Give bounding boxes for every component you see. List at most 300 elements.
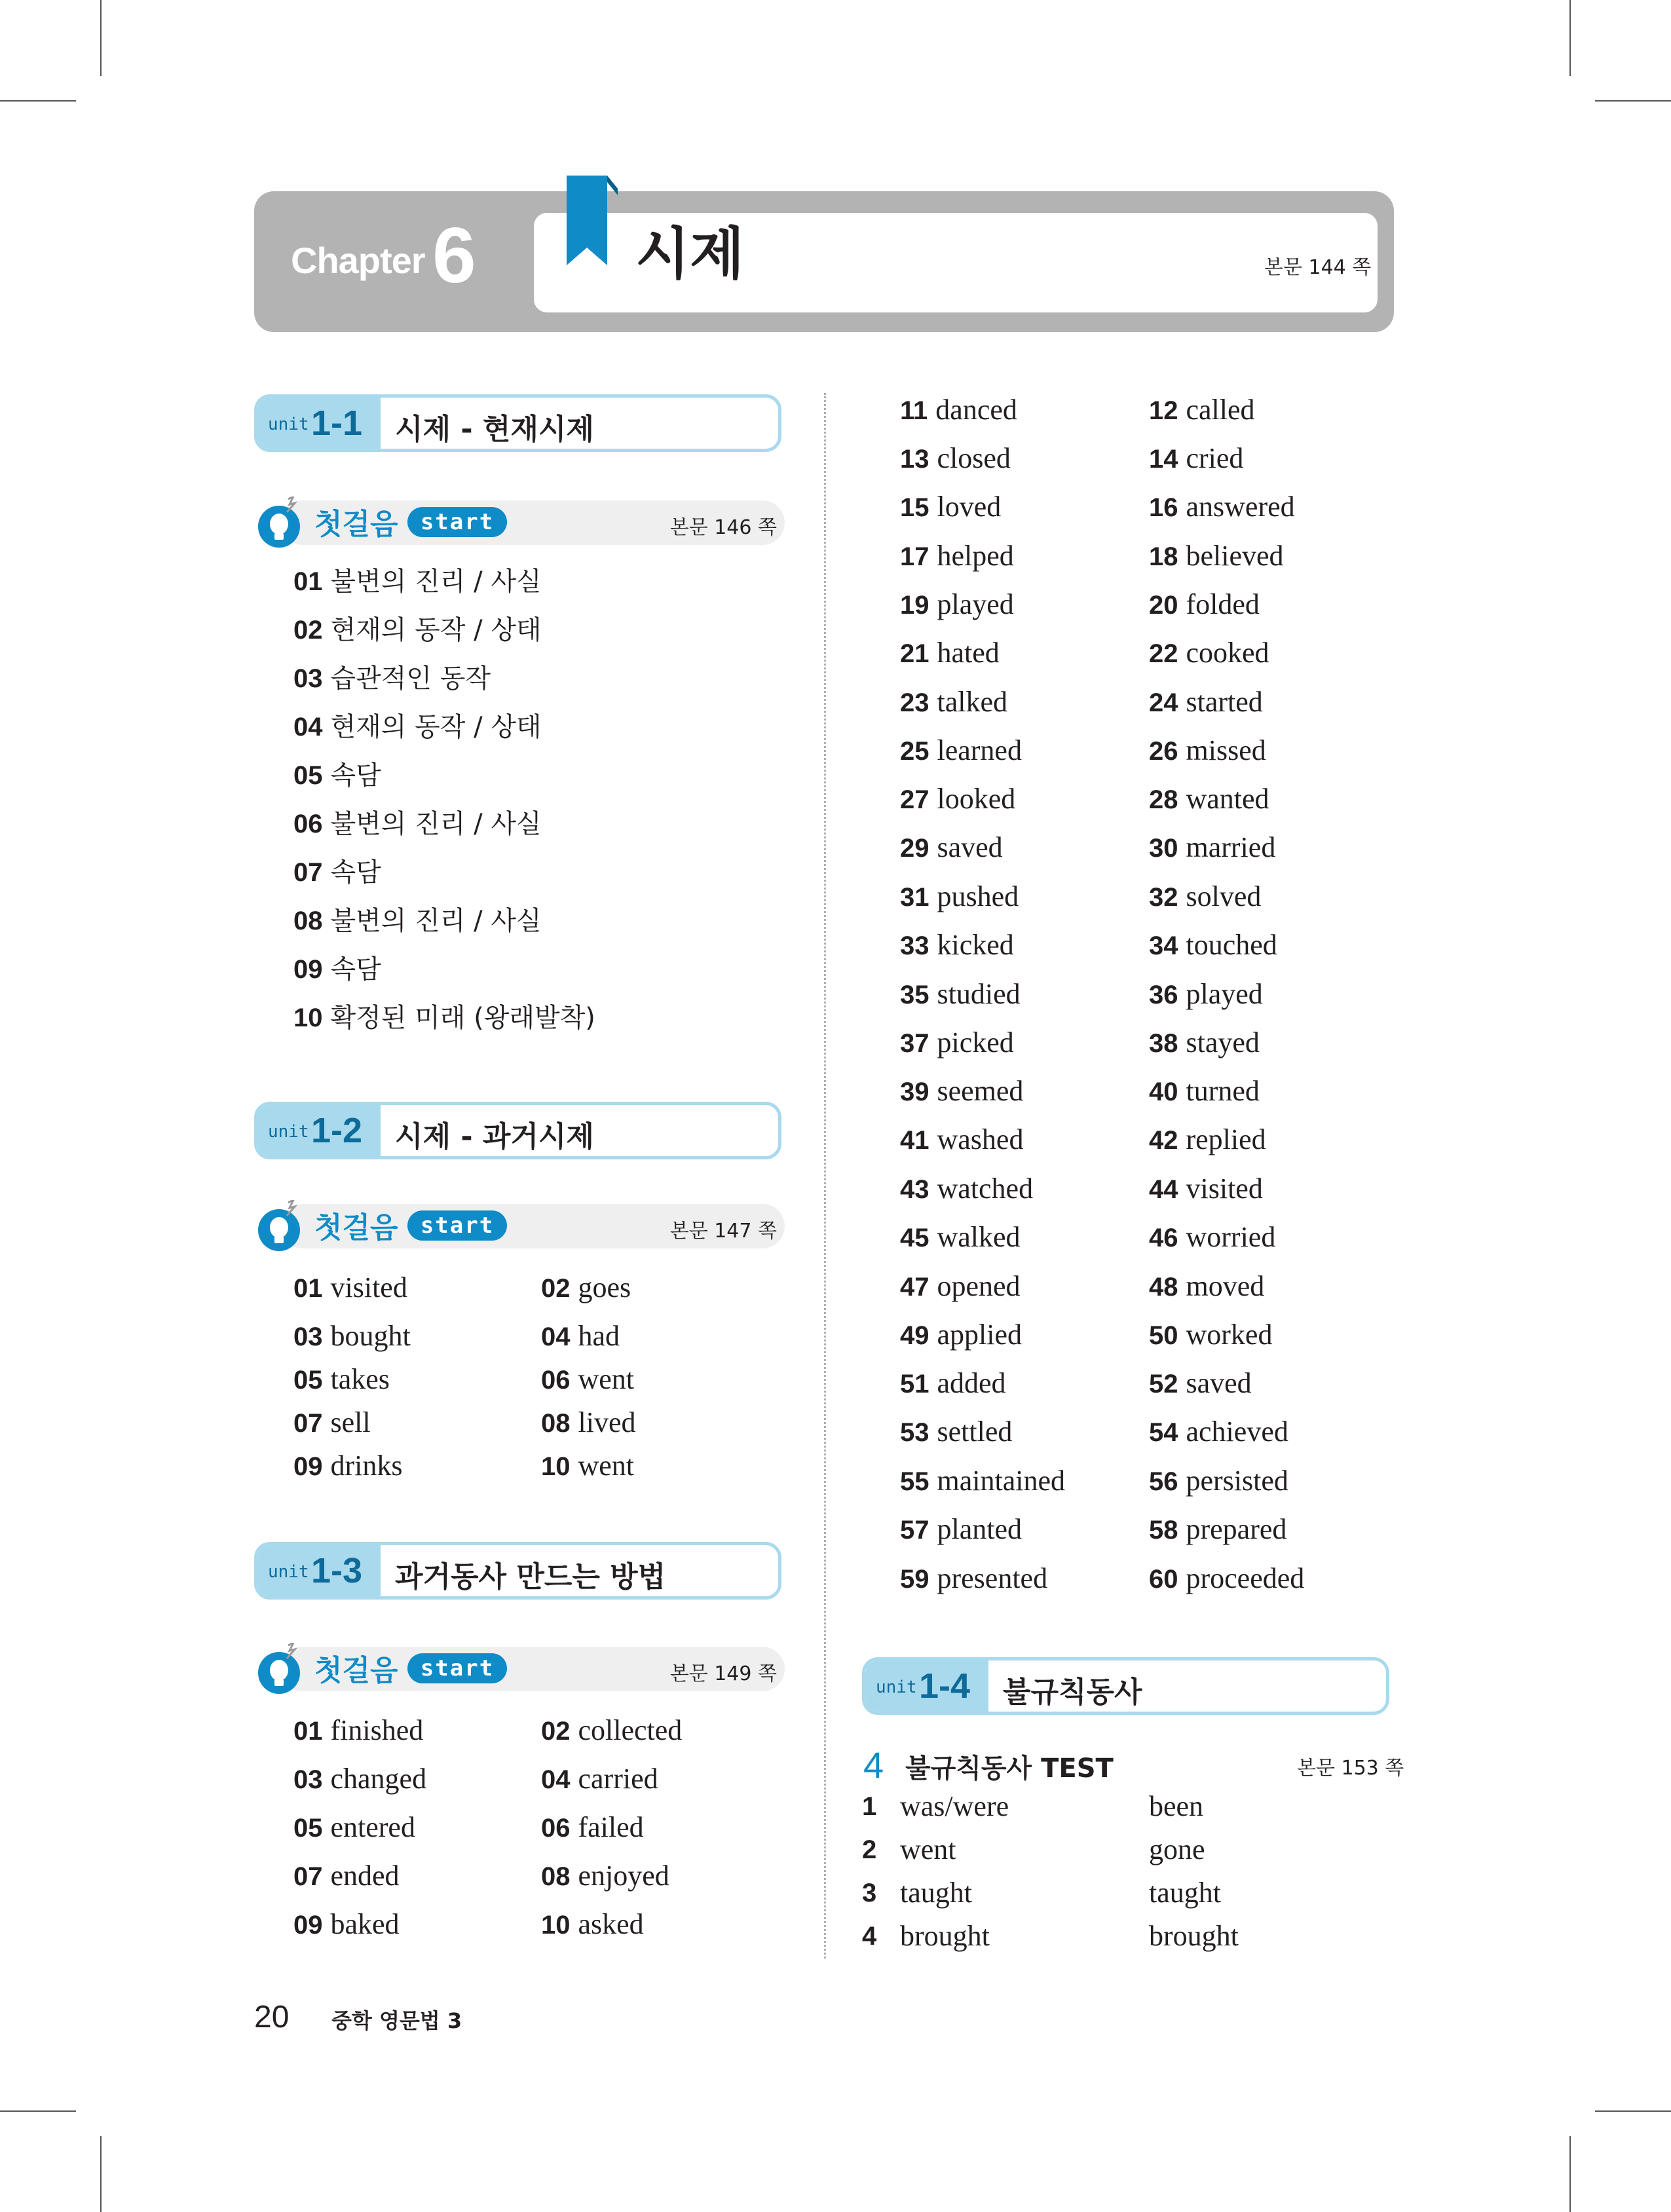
answer-number: 25 — [900, 737, 929, 766]
unit-header — [862, 1657, 1389, 1715]
answer-text: bought — [330, 1320, 411, 1352]
answer-item — [293, 1765, 426, 1793]
unit-word: unit — [268, 1562, 309, 1582]
answer-item — [541, 1862, 669, 1890]
answer-item — [541, 1365, 634, 1394]
answer-text: watched — [937, 1172, 1034, 1205]
answer-item — [1149, 980, 1263, 1009]
unit-word: unit — [268, 1122, 309, 1142]
answer-text: pushed — [937, 880, 1019, 912]
answer-item — [1149, 639, 1269, 667]
answer-text: takes — [330, 1363, 390, 1395]
answer-item — [541, 1765, 658, 1793]
verb-past: was/were — [900, 1790, 1009, 1822]
answer-item — [900, 1077, 1023, 1106]
answer-number: 10 — [293, 1003, 323, 1032]
answer-text: picked — [937, 1026, 1014, 1059]
answer-number: 23 — [900, 688, 929, 717]
answer-number: 11 — [900, 396, 928, 425]
answer-item — [541, 1452, 634, 1480]
answer-text: enjoyed — [578, 1860, 669, 1892]
answer-number: 22 — [1149, 639, 1178, 668]
answer-text: 현재의 동작 / 상태 — [330, 712, 542, 742]
answer-item — [541, 1273, 631, 1302]
answer-number: 01 — [293, 567, 323, 596]
answer-number: 10 — [541, 1452, 571, 1481]
answer-item — [900, 542, 1014, 571]
answer-number: 02 — [293, 616, 323, 645]
answer-number: 07 — [293, 1862, 323, 1891]
test-title: 불규칙동사 TEST — [905, 1753, 1114, 1784]
unit-title: 시제 - 현재시제 — [395, 413, 594, 446]
answer-text: collected — [578, 1714, 683, 1746]
answer-item — [1149, 396, 1255, 424]
answer-number: 09 — [293, 1911, 323, 1940]
answer-text: 불변의 진리 / 사실 — [330, 906, 542, 936]
answer-number: 08 — [293, 907, 323, 935]
answer-text: achieved — [1186, 1415, 1288, 1448]
answer-item — [1149, 1417, 1288, 1446]
answer-item — [1149, 785, 1269, 814]
answer-text: visited — [1186, 1172, 1263, 1205]
verb-past: taught — [900, 1877, 972, 1909]
answer-number: 32 — [1149, 883, 1178, 912]
verb-row — [862, 1837, 884, 1863]
answer-item — [541, 1813, 644, 1842]
answer-text: touched — [1186, 929, 1277, 961]
answer-text: turned — [1186, 1075, 1260, 1107]
answer-item — [293, 665, 491, 692]
answer-item — [1149, 493, 1295, 521]
answer-number: 14 — [1149, 445, 1178, 474]
answer-number: 33 — [900, 931, 929, 960]
answer-number: 01 — [293, 1717, 323, 1746]
answer-item — [541, 1408, 635, 1437]
answer-number: 02 — [541, 1274, 571, 1303]
chapter-page-ref: 본문 144 쪽 — [1264, 256, 1372, 279]
answer-item — [900, 1125, 1023, 1154]
start-badge: start — [407, 1653, 507, 1683]
answer-item — [1149, 1223, 1275, 1252]
answer-number: 60 — [1149, 1565, 1178, 1594]
answer-item — [1149, 736, 1266, 765]
page-number: 20 — [254, 2000, 290, 2034]
answer-item — [900, 1467, 1065, 1495]
answer-item — [900, 590, 1014, 619]
answer-number: 59 — [900, 1565, 929, 1594]
answer-item — [293, 1408, 371, 1437]
answer-item — [293, 956, 381, 983]
answer-item — [293, 1910, 400, 1939]
answer-number: 06 — [541, 1366, 571, 1395]
lightbulb-icon — [254, 497, 307, 549]
answer-text: talked — [937, 686, 1008, 718]
start-badge: start — [407, 507, 507, 537]
verb-row — [862, 1793, 884, 1820]
answer-item — [1149, 1369, 1252, 1398]
answer-text: moved — [1186, 1270, 1265, 1302]
answer-text: missed — [1186, 734, 1266, 766]
unit-number: 1-2 — [311, 1111, 363, 1150]
answer-text: carried — [578, 1763, 658, 1795]
answer-number: 55 — [900, 1467, 929, 1496]
answer-number: 43 — [900, 1175, 929, 1204]
answer-text: presented — [937, 1562, 1048, 1594]
answer-text: closed — [937, 442, 1011, 474]
answer-number: 49 — [900, 1321, 929, 1350]
answer-text: applied — [937, 1319, 1023, 1351]
answer-text: played — [1186, 978, 1263, 1010]
answer-item — [293, 859, 381, 886]
answer-text: helped — [937, 540, 1014, 572]
answer-number: 08 — [541, 1862, 571, 1891]
answer-number: 38 — [1149, 1029, 1178, 1058]
answer-text: 불변의 진리 / 사실 — [330, 809, 542, 839]
answer-text: hated — [937, 637, 1000, 669]
answer-text: kicked — [937, 929, 1014, 961]
answer-number: 04 — [293, 713, 323, 741]
answer-text: failed — [578, 1811, 644, 1843]
answer-number: 03 — [293, 1322, 323, 1351]
answer-item — [900, 493, 1001, 521]
answer-text: baked — [330, 1908, 400, 1940]
answer-item — [293, 1365, 390, 1394]
answer-item — [1149, 542, 1284, 571]
step-title: 첫걸음 — [314, 508, 398, 541]
unit-word: unit — [268, 415, 309, 434]
answer-text: studied — [937, 978, 1021, 1010]
answer-item — [900, 1223, 1021, 1252]
answer-number: 07 — [293, 1409, 323, 1438]
answer-item — [293, 762, 381, 789]
step-header — [254, 497, 785, 545]
unit-word: unit — [876, 1678, 917, 1697]
answer-number: 13 — [900, 445, 929, 474]
bookmark-icon — [567, 176, 618, 265]
answer-item — [1149, 1515, 1286, 1544]
answer-number: 30 — [1149, 834, 1178, 863]
verb-number: 2 — [862, 1835, 877, 1864]
unit-header — [254, 1542, 781, 1600]
answer-number: 28 — [1149, 785, 1178, 814]
verb-past: went — [900, 1833, 956, 1865]
answer-text: worked — [1186, 1319, 1273, 1351]
answer-text: added — [937, 1367, 1006, 1399]
answer-number: 05 — [293, 761, 323, 790]
verb-past-participle: taught — [1149, 1877, 1221, 1909]
answer-item — [1149, 882, 1261, 911]
lightbulb-icon — [254, 1643, 307, 1695]
step-header — [254, 1643, 785, 1691]
answer-item — [1149, 1028, 1260, 1057]
crop-mark — [1595, 2110, 1671, 2112]
answer-number: 12 — [1149, 396, 1178, 425]
crop-mark — [1569, 0, 1571, 76]
answer-number: 37 — [900, 1029, 929, 1058]
answer-number: 02 — [541, 1717, 571, 1746]
answer-text: had — [578, 1320, 620, 1352]
answer-text: washed — [937, 1123, 1024, 1155]
answer-item — [293, 617, 542, 643]
answer-text: played — [937, 588, 1014, 620]
answer-item — [900, 931, 1014, 960]
answer-text: entered — [330, 1811, 415, 1843]
unit-header — [254, 394, 781, 452]
answer-item — [293, 1322, 411, 1351]
answer-number: 24 — [1149, 688, 1178, 717]
crop-mark — [0, 100, 76, 102]
answer-item — [900, 1417, 1012, 1446]
answer-number: 40 — [1149, 1078, 1178, 1106]
answer-text: sell — [330, 1406, 371, 1438]
answer-text: went — [578, 1450, 635, 1482]
answer-text: persisted — [1186, 1465, 1288, 1497]
answer-text: proceeded — [1186, 1562, 1305, 1594]
answer-number: 16 — [1149, 493, 1178, 522]
answer-item — [900, 1321, 1022, 1349]
answer-number: 36 — [1149, 981, 1178, 1009]
answer-text: answered — [1186, 491, 1295, 523]
answer-number: 31 — [900, 883, 929, 912]
answer-item — [293, 811, 542, 837]
step-title: 첫걸음 — [314, 1211, 398, 1245]
test-number: 4 — [863, 1744, 884, 1786]
answer-number: 34 — [1149, 931, 1178, 960]
answer-text: 습관적인 동작 — [330, 664, 491, 694]
answer-number: 18 — [1149, 542, 1178, 571]
answer-text: 현재의 동작 / 상태 — [330, 615, 542, 645]
answer-text: called — [1186, 394, 1255, 426]
answer-item — [900, 1369, 1006, 1398]
answer-text: went — [578, 1363, 635, 1395]
answer-text: settled — [937, 1415, 1013, 1448]
verb-past: brought — [900, 1920, 990, 1952]
answer-item — [900, 980, 1021, 1009]
answer-number: 06 — [541, 1814, 571, 1843]
unit-number: 1-4 — [919, 1666, 971, 1706]
answer-number: 26 — [1149, 737, 1178, 766]
answer-item — [900, 1174, 1033, 1203]
answer-text: visited — [330, 1271, 407, 1303]
answer-text: 속담 — [330, 857, 381, 888]
answer-text: loved — [937, 491, 1002, 523]
answer-number: 39 — [900, 1078, 929, 1106]
answer-number: 50 — [1149, 1321, 1178, 1350]
answer-item — [900, 785, 1015, 814]
verb-number: 4 — [862, 1922, 877, 1951]
answer-number: 51 — [900, 1370, 929, 1398]
answer-text: maintained — [937, 1465, 1065, 1497]
start-badge: start — [407, 1210, 507, 1241]
answer-text: finished — [330, 1714, 424, 1746]
answer-item — [293, 1862, 400, 1890]
answer-text: worried — [1186, 1221, 1276, 1253]
answer-text: believed — [1186, 540, 1284, 572]
verb-number: 1 — [862, 1792, 877, 1821]
answer-number: 52 — [1149, 1370, 1178, 1398]
answer-number: 17 — [900, 542, 929, 571]
answer-text: saved — [1186, 1367, 1252, 1399]
verb-past-participle: been — [1149, 1790, 1204, 1822]
answer-text: prepared — [1186, 1513, 1287, 1545]
verb-row — [862, 1880, 884, 1906]
answer-number: 27 — [900, 785, 929, 814]
lightbulb-icon — [254, 1200, 307, 1252]
answer-number: 20 — [1149, 591, 1178, 620]
unit-header — [254, 1102, 781, 1159]
answer-item — [293, 714, 542, 740]
answer-number: 08 — [541, 1409, 571, 1438]
crop-mark — [1595, 100, 1671, 102]
answer-number: 03 — [293, 1765, 323, 1794]
answer-number: 15 — [900, 493, 929, 522]
answer-text: goes — [578, 1271, 631, 1303]
answer-number: 56 — [1149, 1467, 1178, 1496]
answer-text: saved — [937, 831, 1003, 863]
answer-number: 19 — [900, 591, 929, 620]
answer-text: 속담 — [330, 760, 381, 791]
answer-item — [293, 1273, 407, 1302]
answer-text: 속담 — [330, 954, 381, 984]
answer-number: 53 — [900, 1418, 929, 1447]
answer-text: seemed — [937, 1075, 1024, 1107]
answer-item — [900, 736, 1022, 765]
answer-item — [1149, 1174, 1263, 1203]
answer-number: 46 — [1149, 1224, 1178, 1252]
crop-mark — [0, 2110, 76, 2112]
answer-number: 09 — [293, 1452, 323, 1481]
chapter-label: Chapter — [291, 240, 425, 281]
answer-number: 48 — [1149, 1273, 1178, 1302]
crop-mark — [100, 2136, 102, 2212]
step-page-ref: 본문 149 쪽 — [669, 1662, 777, 1685]
answer-number: 07 — [293, 858, 323, 887]
answer-item — [293, 1716, 423, 1745]
answer-item — [293, 1005, 595, 1031]
answer-text: wanted — [1186, 783, 1269, 815]
answer-number: 35 — [900, 981, 929, 1009]
answer-number: 47 — [900, 1273, 929, 1302]
verb-past-participle: gone — [1149, 1833, 1205, 1865]
answer-item — [900, 688, 1007, 717]
chapter-title: 시제 — [635, 221, 745, 287]
answer-item — [1149, 1077, 1260, 1106]
answer-number: 06 — [293, 810, 323, 838]
chapter-number: 6 — [432, 212, 476, 299]
answer-text: walked — [937, 1221, 1021, 1253]
answer-item — [900, 1028, 1014, 1057]
answer-text: solved — [1186, 880, 1262, 912]
answer-item — [541, 1322, 620, 1351]
answer-text: changed — [330, 1763, 427, 1795]
answer-item — [900, 1272, 1021, 1301]
answer-number: 10 — [541, 1911, 571, 1940]
answer-item — [1149, 444, 1243, 473]
answer-item — [1149, 688, 1263, 717]
answer-item — [900, 833, 1003, 862]
verb-number: 3 — [862, 1879, 877, 1907]
answer-text: learned — [937, 734, 1022, 766]
answer-item — [1149, 590, 1260, 619]
answer-item — [293, 1813, 415, 1842]
column-divider — [824, 393, 826, 1959]
answer-text: asked — [578, 1908, 644, 1940]
answer-text: 확정된 미래 (왕래발착) — [330, 1003, 595, 1033]
answer-text: ended — [330, 1860, 400, 1892]
answer-text: stayed — [1186, 1026, 1260, 1059]
answer-item — [293, 569, 542, 595]
answer-item — [1149, 1467, 1288, 1495]
answer-item — [900, 639, 1000, 667]
unit-number: 1-3 — [311, 1551, 363, 1590]
step-page-ref: 본문 147 쪽 — [669, 1220, 777, 1243]
answer-item — [1149, 1125, 1266, 1154]
answer-number: 54 — [1149, 1418, 1178, 1447]
answer-text: looked — [937, 783, 1016, 815]
test-page-ref: 본문 153 쪽 — [1297, 1757, 1404, 1780]
crop-mark — [1569, 2136, 1571, 2212]
answer-text: married — [1186, 831, 1276, 863]
answer-number: 21 — [900, 639, 929, 668]
answer-number: 58 — [1149, 1516, 1178, 1545]
unit-title: 과거동사 만드는 방법 — [395, 1560, 666, 1594]
answer-number: 29 — [900, 834, 929, 863]
answer-item — [1149, 1272, 1264, 1301]
answer-number: 57 — [900, 1516, 929, 1545]
answer-number: 04 — [541, 1322, 571, 1351]
verb-past-participle: brought — [1149, 1920, 1239, 1952]
answer-item — [1149, 1321, 1272, 1349]
unit-number: 1-1 — [311, 403, 363, 443]
step-title: 첫걸음 — [314, 1654, 398, 1687]
answer-number: 09 — [293, 955, 323, 984]
answer-item — [1149, 931, 1277, 960]
answer-number: 45 — [900, 1224, 929, 1252]
answer-item — [541, 1716, 682, 1745]
answer-number: 05 — [293, 1814, 323, 1843]
answer-item — [900, 882, 1019, 911]
answer-number: 05 — [293, 1366, 323, 1395]
answer-text: planted — [937, 1513, 1023, 1545]
answer-text: replied — [1186, 1123, 1266, 1155]
answer-item — [293, 908, 542, 934]
book-title: 중학 영문법 3 — [331, 2008, 462, 2033]
answer-text: drinks — [330, 1450, 403, 1482]
crop-mark — [100, 0, 102, 76]
answer-text: cried — [1186, 442, 1244, 474]
answer-text: cooked — [1186, 637, 1269, 669]
answer-number: 42 — [1149, 1126, 1178, 1155]
answer-text: 불변의 진리 / 사실 — [330, 567, 542, 597]
answer-number: 04 — [541, 1765, 571, 1794]
answer-text: started — [1186, 686, 1263, 718]
answer-number: 41 — [900, 1126, 929, 1155]
answer-number: 03 — [293, 664, 323, 693]
answer-item — [293, 1452, 403, 1480]
unit-title: 불규칙동사 — [1003, 1676, 1142, 1709]
answer-item — [1149, 833, 1275, 862]
step-page-ref: 본문 146 쪽 — [669, 516, 777, 539]
answer-item — [900, 396, 1017, 424]
answer-text: lived — [578, 1406, 636, 1438]
verb-row — [862, 1923, 884, 1949]
answer-number: 44 — [1149, 1175, 1178, 1204]
unit-title: 시제 - 과거시제 — [395, 1120, 594, 1153]
answer-text: danced — [935, 394, 1017, 426]
answer-text: opened — [937, 1270, 1021, 1302]
answer-number: 01 — [293, 1274, 323, 1303]
answer-item — [900, 444, 1011, 473]
